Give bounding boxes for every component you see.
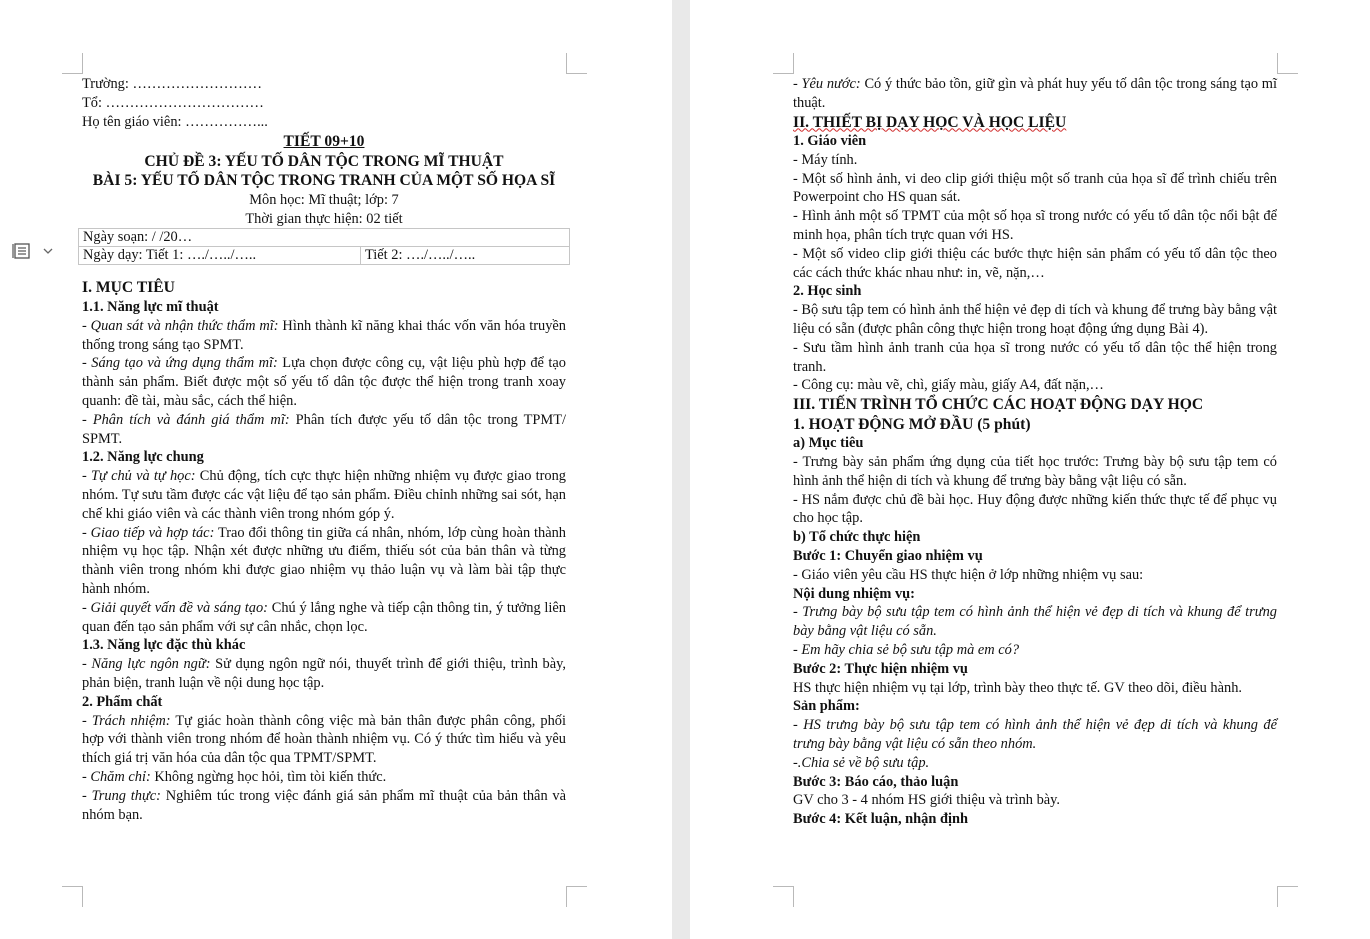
right-page-content [793,75,1277,829]
paragraph: - Giao tiếp và hợp tác: Trao đổi thông tin giữa cá nhân, nhóm, lớp cùng hoàn thành nhiệm vụ học tập. Nhận xét được những ưu điểm, thiếu sót của bản thân và từng thành viên trong nhóm khi được giao nhiệm vụ thảo luận vụ và làm bài tập thực hành nhóm. [82,524,566,597]
paragraph: - Năng lực ngôn ngữ: Sử dụng ngôn ngữ nói, thuyết trình để giới thiệu, trình bày, phản biện, tranh luận về nội dung học tập. [82,656,566,691]
paragraph: - Trưng bày sản phẩm ứng dụng của tiết học trước: Trưng bày bộ sưu tập tem có hình ảnh thể hiện di tích và khung để trưng bày bằng vật liệu có sẵn. [793,454,1277,489]
section-equipment: II. THIẾT BỊ DẠY HỌC VÀ HỌC LIỆU [793,113,1067,131]
heading-goal: a) Mục tiêu [793,435,864,452]
heading-1-1: 1.1. Năng lực mĩ thuật [82,298,219,315]
topic-title: CHỦ ĐỀ 3: YẾU TỐ DÂN TỘC TRONG MĨ THUẬT [144,152,504,170]
crop-mark [773,53,794,74]
crop-mark [1277,53,1298,74]
paragraph: - Giải quyết vấn đề và sáng tạo: Chú ý lắng nghe và tiếp cận thông tin, ý tưởng liên quan đến tạo sản phẩm với sự cân nhắc, chọn lọc. [82,599,566,635]
subject-line: Môn học: Mĩ thuật; lớp: 7 [249,191,399,208]
heading-activity-1: 1. HOẠT ĐỘNG MỞ ĐẦU (5 phút) [793,415,1031,433]
page-gap [672,0,690,939]
paragraph: - Một số hình ảnh, vi deo clip giới thiệu một số tranh của họa sĩ để trình chiếu trên Powerpoint cho HS quan sát. [793,170,1277,206]
paragraph: - Một số video clip giới thiệu các bước thực hiện sản phẩm có yếu tố dân tộc theo các cách thức khác nhau như: in, vẽ, nặn,… [793,245,1277,281]
document-page-left [0,0,672,939]
paragraph: - Em hãy chia sẻ bộ sưu tập mà em có? [793,642,1020,659]
step-3-heading: Bước 3: Báo cáo, thảo luận [793,773,959,790]
date-teach-2: Tiết 2: …./…../….. [361,247,570,265]
paragraph: - Quan sát và nhận thức thẩm mĩ: Hình thành kĩ năng khai thác vốn văn hóa truyền thống trong sáng tạo SPMT. [82,317,566,353]
task-content-heading: Nội dung nhiệm vụ: [793,585,915,602]
crop-mark [1277,886,1298,907]
paragraph: - Máy tính. [793,151,858,168]
paragraph: HS thực hiện nhiệm vụ tại lớp, trình bày theo thực tế. GV theo dõi, điều hành. [793,679,1242,696]
paragraph: - Công cụ: màu vẽ, chì, giấy màu, giấy A4, đất nặn,… [793,377,1104,394]
document-page-right [690,0,1370,939]
school-line: Trường: ……………………… [82,76,262,92]
date-teach-1: Ngày dạy: Tiết 1: …./…../….. [79,247,361,265]
crop-mark [773,886,794,907]
heading-teacher: 1. Giáo viên [793,133,867,150]
product-heading: Sản phẩm: [793,698,860,715]
teacher-line: Họ tên giáo viên: ……………... [82,113,268,130]
step-4-heading: Bước 4: Kết luận, nhận định [793,811,968,828]
crop-mark [62,53,83,74]
layout-options-button[interactable] [12,240,62,262]
lesson-period: TIẾT 09+10 [283,133,365,151]
step-1-heading: Bước 1: Chuyển giao nhiệm vụ [793,548,983,565]
paragraph: - HS trưng bày bộ sưu tập tem có hình ảnh thể hiện vẻ đẹp di tích và khung để trưng bày bằng vật liệu có sẵn theo nhóm. [793,717,1277,752]
heading-student: 2. Học sinh [793,283,862,300]
team-line: Tổ: …………………………… [82,94,264,111]
heading-1-3: 1.3. Năng lực đặc thù khác [82,637,246,654]
section-process: III. TIẾN TRÌNH TỔ CHỨC CÁC HOẠT ĐỘNG DẠY HỌC [793,396,1204,414]
paragraph: - Trưng bày bộ sưu tập tem có hình ảnh thể hiện vẻ đẹp di tích và khung để trưng bày bằng vật liệu có sẵn. [793,604,1277,640]
paragraph: - HS nắm được chủ đề bài học. Huy động được những kiến thức thực tế để phục vụ cho học tập. [793,491,1277,527]
crop-mark [62,886,83,907]
paragraph: - Phân tích và đánh giá thẩm mĩ: Phân tích được yếu tố dân tộc trong TPMT/ SPMT. [82,411,566,447]
paragraph: -.Chia sẻ về bộ sưu tập. [793,754,930,771]
chevron-down-icon [42,246,54,256]
paragraph: - Hình ảnh một số TPMT của một số họa sĩ trong nước có yếu tố dân tộc nổi bật để minh họa, phân tích trực quan với HS. [793,208,1277,244]
paragraph: - Trách nhiệm: Tự giác hoàn thành công việc mà bản thân được phân công, phối hợp với thành viên trong nhóm để hoàn thành nhiệm vụ. Có ý thức tìm hiểu và yêu thích giá trị văn hóa của dân tộc qua TPMT/SPMT. [82,712,566,767]
paragraph: - Sáng tạo và ứng dụng thẩm mĩ: Lựa chọn được công cụ, vật liệu phù hợp để tạo thành sản phẩm. Biết được một số yếu tố dân tộc được thể hiện trong tranh xoay quanh: đề tài, màu sắc, cách thể hiện. [82,355,566,409]
layout-options-icon [12,241,34,261]
paragraph: - Sưu tầm hình ảnh tranh của họa sĩ trong nước có yếu tố dân tộc thể hiện trong tranh. [793,339,1277,375]
dates-table [78,228,570,265]
date-prepared: Ngày soạn: / /20… [79,229,570,247]
left-page-content [82,75,566,824]
paragraph: - Bộ sưu tập tem có hình ảnh thể hiện vẻ đẹp di tích và khung để trưng bày bằng vật liệu có sẵn (được phân công thực hiện trong hoạt động ứng dụng Bài 4). [793,302,1277,338]
paragraph: - Chăm chỉ: Không ngừng học hỏi, tìm tòi kiến thức. [82,768,387,785]
crop-mark [566,53,587,74]
heading-2: 2. Phẩm chất [82,693,163,710]
heading-1-2: 1.2. Năng lực chung [82,449,204,466]
section-objectives: I. MỤC TIÊU [82,279,175,297]
paragraph: - Yêu nước: Có ý thức bảo tồn, giữ gìn và phát huy yếu tố dân tộc trong sáng tạo mĩ thuật. [793,76,1278,111]
heading-organization: b) Tổ chức thực hiện [793,529,921,546]
paragraph: - Trung thực: Nghiêm túc trong việc đánh giá sản phẩm mĩ thuật của bản thân và nhóm bạn. [82,787,567,823]
crop-mark [566,886,587,907]
duration-line: Thời gian thực hiện: 02 tiết [245,210,403,227]
paragraph: - Giáo viên yêu cầu HS thực hiện ở lớp những nhiệm vụ sau: [793,566,1144,583]
lesson-title: BÀI 5: YẾU TỐ DÂN TỘC TRONG TRANH CỦA MỘT SỐ HỌA SĨ [92,172,556,190]
step-2-heading: Bước 2: Thực hiện nhiệm vụ [793,660,968,677]
paragraph: GV cho 3 - 4 nhóm HS giới thiệu và trình bày. [793,792,1061,809]
paragraph: - Tự chủ và tự học: Chủ động, tích cực thực hiện những nhiệm vụ được giao trong nhóm. Tự sưu tầm được các vật liệu để tạo sản phẩm. Điều chỉnh những sai sót, hạn chế khi giáo viên và các thành viên trong nhóm góp ý. [82,468,566,522]
